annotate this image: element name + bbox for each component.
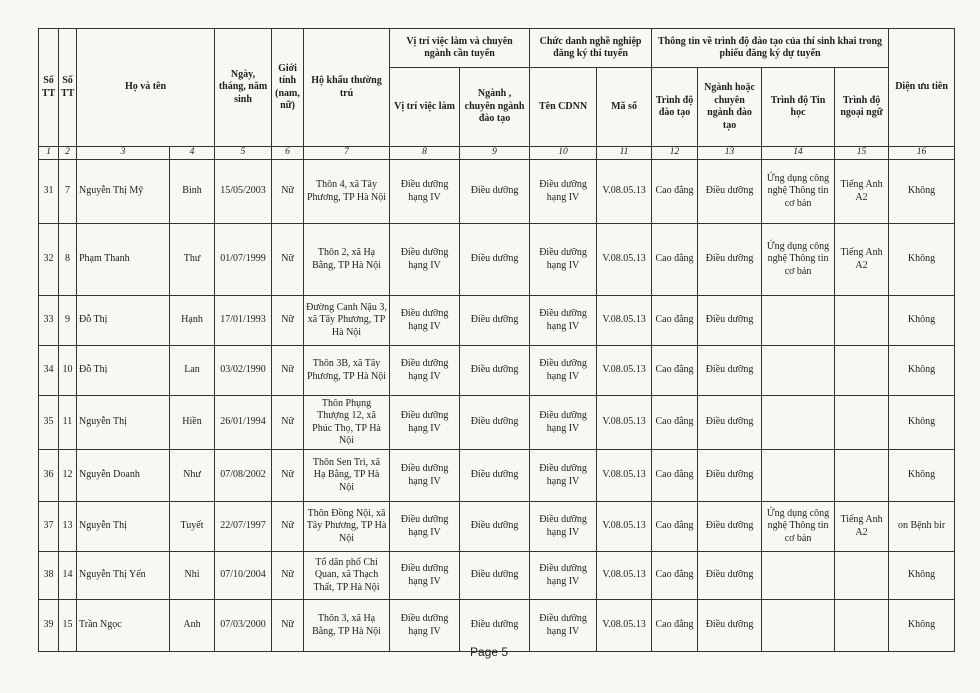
row-sub-index-cell: 14 <box>59 552 77 600</box>
title-code-cell: V.08.05.13 <box>597 450 652 502</box>
gender-cell: Nữ <box>272 160 304 224</box>
header-residence: Hộ khẩu thường trú <box>304 29 390 147</box>
candidate-last-name-cell: Nguyễn Doanh <box>77 450 170 502</box>
education-level-cell: Cao đẳng <box>652 296 698 346</box>
column-number: 10 <box>530 147 597 160</box>
candidate-first-name-cell: Nhi <box>170 552 215 600</box>
education-major-cell: Điều dưỡng <box>698 450 762 502</box>
it-level-cell <box>762 552 835 600</box>
priority-cell: Không <box>889 346 955 396</box>
major-cell: Điều dưỡng <box>460 160 530 224</box>
column-number: 4 <box>170 147 215 160</box>
row-sub-index-cell: 12 <box>59 450 77 502</box>
candidate-last-name-cell: Đỗ Thị <box>77 296 170 346</box>
date-of-birth-cell: 03/02/1990 <box>215 346 272 396</box>
language-level-cell <box>835 296 889 346</box>
header-title-name: Tên CDNN <box>530 68 597 147</box>
education-level-cell: Cao đẳng <box>652 552 698 600</box>
language-level-cell <box>835 600 889 652</box>
header-dob: Ngày, tháng, năm sinh <box>215 29 272 147</box>
row-sub-index-cell: 8 <box>59 224 77 296</box>
job-position-cell: Điều dưỡng hạng IV <box>390 224 460 296</box>
header-edu-level: Trình độ đào tạo <box>652 68 698 147</box>
it-level-cell <box>762 450 835 502</box>
gender-cell: Nữ <box>272 502 304 552</box>
candidate-last-name-cell: Nguyễn Thị Yến <box>77 552 170 600</box>
candidate-first-name-cell: Anh <box>170 600 215 652</box>
title-name-cell: Điều dưỡng hạng IV <box>530 396 597 450</box>
header-code: Mã số <box>597 68 652 147</box>
title-name-cell: Điều dưỡng hạng IV <box>530 224 597 296</box>
title-code-cell: V.08.05.13 <box>597 346 652 396</box>
column-number: 8 <box>390 147 460 160</box>
candidate-first-name-cell: Hạnh <box>170 296 215 346</box>
title-name-cell: Điều dưỡng hạng IV <box>530 600 597 652</box>
language-level-cell: Tiếng Anh A2 <box>835 502 889 552</box>
priority-cell: Không <box>889 450 955 502</box>
gender-cell: Nữ <box>272 450 304 502</box>
row-index-cell: 32 <box>39 224 59 296</box>
title-name-cell: Điều dưỡng hạng IV <box>530 450 597 502</box>
priority-cell: on Bệnh bir <box>889 502 955 552</box>
table-row <box>39 224 955 296</box>
residence-cell: Thôn Sen Trì, xã Hạ Bằng, TP Hà Nội <box>304 450 390 502</box>
it-level-cell: Ứng dụng công nghệ Thông tin cơ bản <box>762 224 835 296</box>
header-stt: Số TT <box>39 29 59 147</box>
row-index-cell: 35 <box>39 396 59 450</box>
header-name: Họ và tên <box>77 29 215 147</box>
residence-cell: Thôn 4, xã Tây Phương, TP Hà Nội <box>304 160 390 224</box>
candidate-last-name-cell: Phạm Thanh <box>77 224 170 296</box>
column-number: 12 <box>652 147 698 160</box>
date-of-birth-cell: 07/03/2000 <box>215 600 272 652</box>
priority-cell: Không <box>889 296 955 346</box>
residence-cell: Thôn 3B, xã Tây Phương, TP Hà Nội <box>304 346 390 396</box>
row-index-cell: 39 <box>39 600 59 652</box>
table-row <box>39 296 955 346</box>
header-major: Ngành , chuyên ngành đào tạo <box>460 68 530 147</box>
row-sub-index-cell: 9 <box>59 296 77 346</box>
row-sub-index-cell: 13 <box>59 502 77 552</box>
column-number: 2 <box>59 147 77 160</box>
header-edu-major: Ngành hoặc chuyên ngành đào tạo <box>698 68 762 147</box>
job-position-cell: Điều dưỡng hạng IV <box>390 160 460 224</box>
table-row <box>39 552 955 600</box>
candidate-last-name-cell: Đỗ Thị <box>77 346 170 396</box>
priority-cell: Không <box>889 396 955 450</box>
date-of-birth-cell: 22/07/1997 <box>215 502 272 552</box>
job-position-cell: Điều dưỡng hạng IV <box>390 296 460 346</box>
job-position-cell: Điều dưỡng hạng IV <box>390 502 460 552</box>
it-level-cell <box>762 600 835 652</box>
date-of-birth-cell: 17/01/1993 <box>215 296 272 346</box>
row-sub-index-cell: 15 <box>59 600 77 652</box>
it-level-cell: Ứng dụng công nghệ Thông tin cơ bản <box>762 502 835 552</box>
candidate-first-name-cell: Tuyết <box>170 502 215 552</box>
it-level-cell: Ứng dụng công nghệ Thông tin cơ bản <box>762 160 835 224</box>
page-number: Page 5 <box>470 645 509 659</box>
row-sub-index-cell: 11 <box>59 396 77 450</box>
title-name-cell: Điều dưỡng hạng IV <box>530 160 597 224</box>
candidate-first-name-cell: Lan <box>170 346 215 396</box>
date-of-birth-cell: 01/07/1999 <box>215 224 272 296</box>
education-major-cell: Điều dưỡng <box>698 224 762 296</box>
table-row <box>39 346 955 396</box>
it-level-cell <box>762 296 835 346</box>
language-level-cell: Tiếng Anh A2 <box>835 224 889 296</box>
table-row <box>39 160 955 224</box>
column-number: 5 <box>215 147 272 160</box>
candidate-table <box>38 28 955 652</box>
header-stt2: Số TT <box>59 29 77 147</box>
residence-cell: Thôn 3, xã Hạ Bằng, TP Hà Nội <box>304 600 390 652</box>
residence-cell: Đường Canh Nậu 3, xã Tây Phương, TP Hà Nội <box>304 296 390 346</box>
column-number: 15 <box>835 147 889 160</box>
candidate-first-name-cell: Hiền <box>170 396 215 450</box>
major-cell: Điều dưỡng <box>460 396 530 450</box>
language-level-cell <box>835 396 889 450</box>
education-major-cell: Điều dưỡng <box>698 600 762 652</box>
gender-cell: Nữ <box>272 600 304 652</box>
gender-cell: Nữ <box>272 396 304 450</box>
priority-cell: Không <box>889 552 955 600</box>
column-number: 3 <box>77 147 170 160</box>
it-level-cell <box>762 346 835 396</box>
education-level-cell: Cao đẳng <box>652 346 698 396</box>
candidate-last-name-cell: Trần Ngọc <box>77 600 170 652</box>
row-index-cell: 38 <box>39 552 59 600</box>
language-level-cell <box>835 552 889 600</box>
title-code-cell: V.08.05.13 <box>597 224 652 296</box>
job-position-cell: Điều dưỡng hạng IV <box>390 450 460 502</box>
date-of-birth-cell: 15/05/2003 <box>215 160 272 224</box>
title-code-cell: V.08.05.13 <box>597 552 652 600</box>
column-number: 11 <box>597 147 652 160</box>
title-code-cell: V.08.05.13 <box>597 296 652 346</box>
row-index-cell: 31 <box>39 160 59 224</box>
header-group-title: Chức danh nghề nghiệp đăng ký thi tuyển <box>530 29 652 68</box>
table-row <box>39 450 955 502</box>
column-number: 13 <box>698 147 762 160</box>
education-major-cell: Điều dưỡng <box>698 346 762 396</box>
title-name-cell: Điều dưỡng hạng IV <box>530 296 597 346</box>
header-it-level: Trình độ Tin học <box>762 68 835 147</box>
education-major-cell: Điều dưỡng <box>698 296 762 346</box>
major-cell: Điều dưỡng <box>460 450 530 502</box>
major-cell: Điều dưỡng <box>460 600 530 652</box>
row-index-cell: 36 <box>39 450 59 502</box>
document-sheet <box>38 28 954 652</box>
header-gender: Giới tính (nam, nữ) <box>272 29 304 147</box>
candidate-last-name-cell: Nguyễn Thị <box>77 396 170 450</box>
column-number: 1 <box>39 147 59 160</box>
table-row <box>39 600 955 652</box>
row-index-cell: 37 <box>39 502 59 552</box>
job-position-cell: Điều dưỡng hạng IV <box>390 396 460 450</box>
priority-cell: Không <box>889 160 955 224</box>
education-level-cell: Cao đẳng <box>652 450 698 502</box>
language-level-cell <box>835 450 889 502</box>
it-level-cell <box>762 396 835 450</box>
column-number-row <box>39 147 955 160</box>
job-position-cell: Điều dưỡng hạng IV <box>390 346 460 396</box>
education-major-cell: Điều dưỡng <box>698 396 762 450</box>
residence-cell: Thôn Phụng Thượng 12, xã Phúc Thọ, TP Hà Nội <box>304 396 390 450</box>
gender-cell: Nữ <box>272 296 304 346</box>
job-position-cell: Điều dưỡng hạng IV <box>390 552 460 600</box>
column-number: 9 <box>460 147 530 160</box>
candidate-last-name-cell: Nguyễn Thị <box>77 502 170 552</box>
column-number: 14 <box>762 147 835 160</box>
title-code-cell: V.08.05.13 <box>597 600 652 652</box>
row-sub-index-cell: 7 <box>59 160 77 224</box>
language-level-cell <box>835 346 889 396</box>
priority-cell: Không <box>889 600 955 652</box>
title-code-cell: V.08.05.13 <box>597 502 652 552</box>
date-of-birth-cell: 26/01/1994 <box>215 396 272 450</box>
row-index-cell: 33 <box>39 296 59 346</box>
education-level-cell: Cao đẳng <box>652 160 698 224</box>
header-lang-level: Trình độ ngoại ngữ <box>835 68 889 147</box>
column-number: 16 <box>889 147 955 160</box>
priority-cell: Không <box>889 224 955 296</box>
row-index-cell: 34 <box>39 346 59 396</box>
residence-cell: Thôn Đồng Nội, xã Tây Phương, TP Hà Nội <box>304 502 390 552</box>
candidate-first-name-cell: Thư <box>170 224 215 296</box>
education-major-cell: Điều dưỡng <box>698 552 762 600</box>
date-of-birth-cell: 07/08/2002 <box>215 450 272 502</box>
education-level-cell: Cao đẳng <box>652 224 698 296</box>
gender-cell: Nữ <box>272 346 304 396</box>
row-sub-index-cell: 10 <box>59 346 77 396</box>
education-major-cell: Điều dưỡng <box>698 160 762 224</box>
date-of-birth-cell: 07/10/2004 <box>215 552 272 600</box>
title-code-cell: V.08.05.13 <box>597 160 652 224</box>
header-position: Vị trí việc làm <box>390 68 460 147</box>
job-position-cell: Điều dưỡng hạng IV <box>390 600 460 652</box>
header-group-position: Vị trí việc làm và chuyên ngành cần tuyển <box>390 29 530 68</box>
gender-cell: Nữ <box>272 224 304 296</box>
title-name-cell: Điều dưỡng hạng IV <box>530 552 597 600</box>
header-group-info: Thông tin về trình độ đào tạo của thí sinh khai trong phiếu đăng ký dự tuyển <box>652 29 889 68</box>
title-name-cell: Điều dưỡng hạng IV <box>530 346 597 396</box>
major-cell: Điều dưỡng <box>460 346 530 396</box>
gender-cell: Nữ <box>272 552 304 600</box>
title-code-cell: V.08.05.13 <box>597 396 652 450</box>
candidate-first-name-cell: Bình <box>170 160 215 224</box>
education-level-cell: Cao đẳng <box>652 502 698 552</box>
candidate-first-name-cell: Như <box>170 450 215 502</box>
table-row <box>39 396 955 450</box>
education-level-cell: Cao đẳng <box>652 600 698 652</box>
residence-cell: Thôn 2, xã Hạ Bằng, TP Hà Nội <box>304 224 390 296</box>
education-level-cell: Cao đẳng <box>652 396 698 450</box>
education-major-cell: Điều dưỡng <box>698 502 762 552</box>
table-row <box>39 502 955 552</box>
major-cell: Điều dưỡng <box>460 502 530 552</box>
candidate-last-name-cell: Nguyễn Thị Mỹ <box>77 160 170 224</box>
header-priority: Diện ưu tiên <box>889 29 955 147</box>
language-level-cell: Tiếng Anh A2 <box>835 160 889 224</box>
major-cell: Điều dưỡng <box>460 224 530 296</box>
column-number: 7 <box>304 147 390 160</box>
residence-cell: Tổ dân phố Chi Quan, xã Thạch Thất, TP Hà Nội <box>304 552 390 600</box>
column-number: 6 <box>272 147 304 160</box>
major-cell: Điều dưỡng <box>460 296 530 346</box>
major-cell: Điều dưỡng <box>460 552 530 600</box>
title-name-cell: Điều dưỡng hạng IV <box>530 502 597 552</box>
